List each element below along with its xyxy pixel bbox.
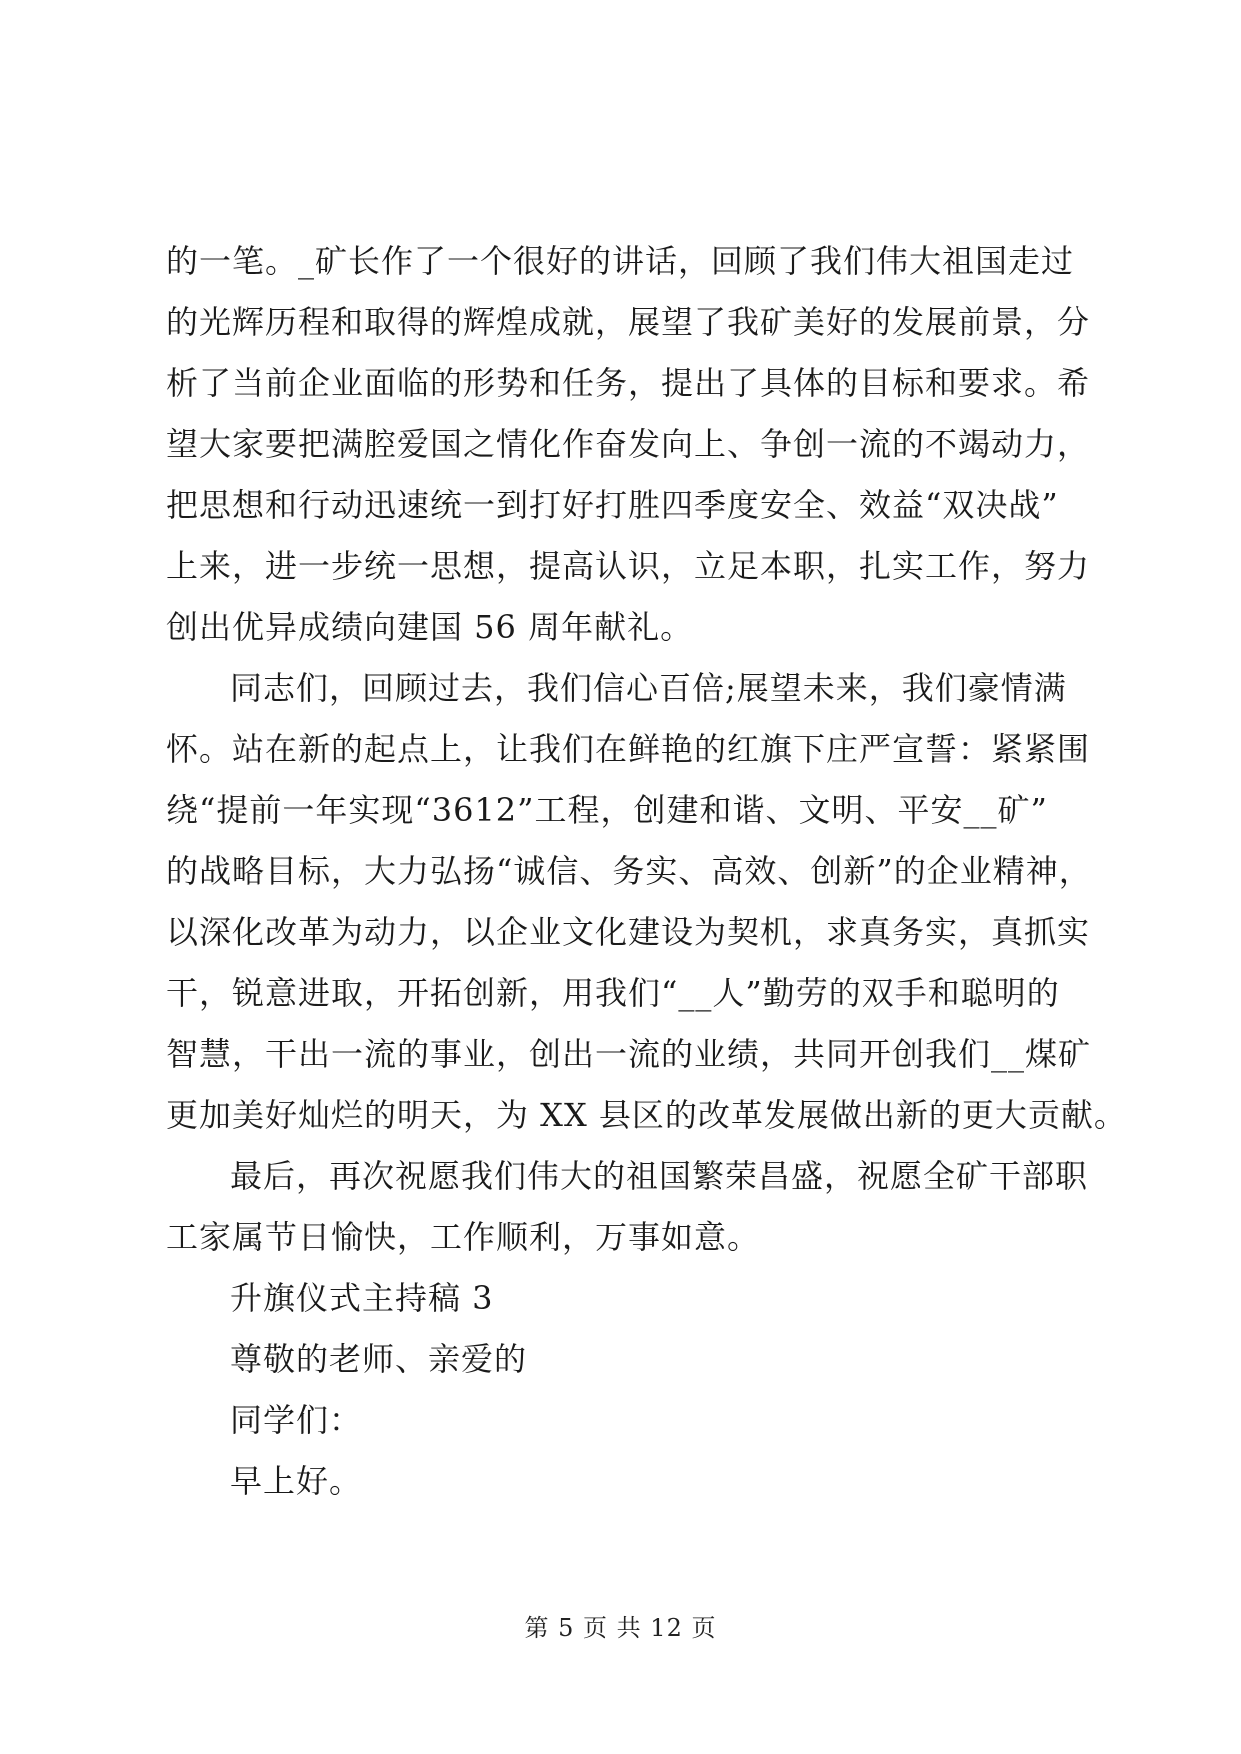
text-line: 智慧，干出一流的事业，创出一流的业绩，共同开创我们__煤矿: [166, 1035, 1092, 1073]
salutation-line: 尊敬的老师、亲爱的: [230, 1340, 528, 1378]
text-line: 把思想和行动迅速统一到打好打胜四季度安全、效益“双决战”: [166, 486, 1059, 524]
document-body: [166, 231, 1127, 1512]
text-line: 怀。站在新的起点上，让我们在鲜艳的红旗下庄严宣誓：紧紧围: [166, 730, 1091, 768]
text-line: 绕“提前一年实现“3612”工程，创建和谐、文明、平安__矿”: [166, 791, 1048, 829]
text-line: 干，锐意进取，开拓创新，用我们“__人”勤劳的双手和聪明的: [166, 974, 1060, 1012]
text-line: 上来，进一步统一思想，提高认识，立足本职，扎实工作，努力: [166, 547, 1091, 585]
text-line: 以深化改革为动力，以企业文化建设为契机，求真务实，真抓实: [166, 913, 1091, 951]
text-line: 析了当前企业面临的形势和任务，提出了具体的目标和要求。希: [166, 364, 1091, 402]
text-line: 创出优异成绩向建国 56 周年献礼。: [166, 608, 694, 646]
text-line: 工家属节日愉快，工作顺利，万事如意。: [166, 1218, 761, 1256]
salutation-line: 同学们：: [230, 1401, 363, 1439]
page-number-footer: 第 5 页 共 12 页: [524, 1614, 717, 1642]
greeting-line: 早上好。: [230, 1462, 363, 1500]
text-line: 的战略目标，大力弘扬“诚信、务实、高效、创新”的企业精神，: [166, 852, 1092, 890]
text-line: 最后，再次祝愿我们伟大的祖国繁荣昌盛，祝愿全矿干部职: [230, 1157, 1089, 1195]
text-line: 更加美好灿烂的明天，为 XX 县区的改革发展做出新的更大贡献。: [166, 1096, 1127, 1134]
text-line: 的光辉历程和取得的辉煌成就，展望了我矿美好的发展前景，分: [166, 303, 1091, 341]
text-line: 望大家要把满腔爱国之情化作奋发向上、争创一流的不竭动力，: [166, 425, 1091, 463]
section-title: 升旗仪式主持稿 3: [230, 1279, 494, 1317]
text-line: 的一笔。_矿长作了一个很好的讲话，回顾了我们伟大祖国走过: [166, 242, 1075, 280]
text-line: 同志们，回顾过去，我们信心百倍;展望未来，我们豪情满: [230, 669, 1067, 707]
